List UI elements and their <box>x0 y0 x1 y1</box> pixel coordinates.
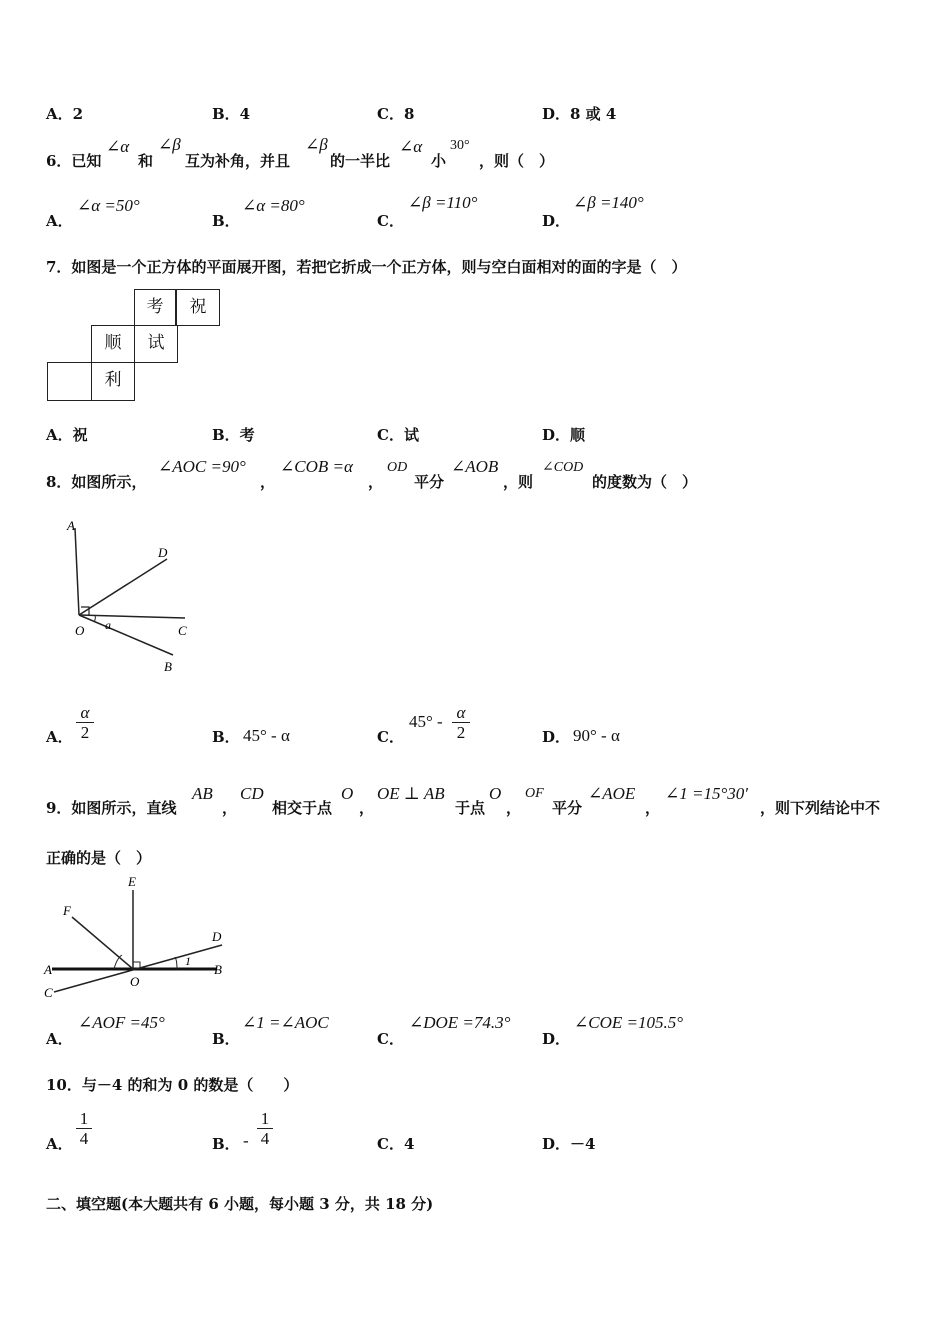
q6-option-a: ∠α =50° <box>77 196 140 215</box>
q6-option-d: ∠β =140° <box>573 193 644 212</box>
q8-number: 8．如图所示， <box>46 473 147 491</box>
q8-expr-1: ∠AOC =90° <box>158 457 246 476</box>
q9-text-4: ，则下列结论中不 <box>760 799 881 817</box>
q8-expr-3: OD <box>387 460 408 475</box>
q10-label-b: B． <box>212 1135 240 1153</box>
q7-option-b: B．考 <box>212 426 255 444</box>
ray-od <box>79 559 167 615</box>
q9-lines-figure <box>42 872 237 1007</box>
point-f-label: F <box>63 903 71 918</box>
denominator: 2 <box>456 723 466 742</box>
q10-option-c: C．4 <box>377 1135 415 1153</box>
q6-label-b: B． <box>212 212 240 230</box>
q9-sep-4: ， <box>645 799 661 817</box>
point-e-label: E <box>128 874 136 889</box>
q9-expr-aoe: ∠AOE <box>588 784 636 803</box>
q8-expr-4: ∠AOB <box>451 457 499 476</box>
q8-option-d: 90° - α <box>573 726 620 745</box>
ray-ob <box>79 615 173 655</box>
q9-expr-o: O <box>341 784 354 803</box>
q6-label-d: D． <box>542 212 571 230</box>
q6-degree-30: 30° <box>450 138 470 153</box>
numerator: α <box>456 703 466 722</box>
q10-option-d: D．－4 <box>542 1135 596 1153</box>
q7-stem: 7．如图是一个正方体的平面展开图，若把它折成一个正方体，则与空白面相对的面的字是（ ） <box>46 258 687 276</box>
q8-option-c-fraction <box>452 703 470 742</box>
q5-option-a: A．2 <box>46 105 84 123</box>
q9-expr-cd: CD <box>240 784 264 803</box>
cube-face-blank <box>47 362 92 401</box>
q10-option-b-sign: - <box>243 1131 249 1150</box>
q7-option-d: D．顺 <box>542 426 586 444</box>
q6-alpha-2: ∠α <box>399 137 423 156</box>
q8-sep-2: ， <box>368 473 384 491</box>
q8-option-a-fraction <box>76 703 94 742</box>
denominator: 4 <box>260 1129 270 1148</box>
q5-option-d: D．8 或 4 <box>542 105 617 123</box>
q9-line-2: 正确的是（ ） <box>46 849 152 867</box>
q8-label-d: D． <box>542 728 571 746</box>
q9-sep-3: ， <box>506 799 522 817</box>
point-o-label: O <box>75 623 85 638</box>
point-a-label: A <box>44 962 52 977</box>
numerator: α <box>80 703 90 722</box>
q9-label-b: B． <box>212 1030 240 1048</box>
q9-option-a: ∠AOF =45° <box>78 1013 165 1032</box>
q6-text-5: ，则（ ） <box>479 152 555 170</box>
cube-face-kao: 考 <box>134 289 176 326</box>
q6-option-c: ∠β =110° <box>408 193 478 212</box>
q8-option-c-prefix: 45° - <box>409 712 443 731</box>
q6-beta: ∠β <box>158 135 181 154</box>
cube-face-shi: 试 <box>134 325 178 363</box>
q5-option-c: C．8 <box>377 105 415 123</box>
ray-oa <box>75 528 79 615</box>
q9-sep-1: ， <box>222 799 238 817</box>
q7-option-c: C．试 <box>377 426 419 444</box>
q8-sep-1: ， <box>260 473 276 491</box>
q8-label-c: C． <box>377 728 404 746</box>
q6-text-4: 小 <box>431 152 447 170</box>
point-b-label: B <box>214 962 222 977</box>
q9-text-1: 相交于点 <box>272 799 333 817</box>
q6-number: 6．已知 <box>46 152 102 170</box>
point-o-label: O <box>130 974 140 989</box>
q6-label-c: C． <box>377 212 404 230</box>
q6-alpha: ∠α <box>106 137 130 156</box>
cube-face-shun: 顺 <box>91 325 135 363</box>
q8-expr-5: ∠COD <box>542 460 584 475</box>
q5-option-b: B．4 <box>212 105 251 123</box>
q9-label-c: C． <box>377 1030 404 1048</box>
numerator: 1 <box>79 1109 89 1128</box>
q9-expr-o-2: O <box>489 784 502 803</box>
point-d-label: D <box>158 545 168 560</box>
ray-of <box>72 917 133 969</box>
q9-text-3: 平分 <box>552 799 583 817</box>
q6-beta-2: ∠β <box>305 135 328 154</box>
numerator: 1 <box>260 1109 270 1128</box>
point-d-label: D <box>212 929 222 944</box>
q8-option-b: 45° - α <box>243 726 290 745</box>
angle-a-label: a <box>105 618 111 632</box>
point-a-label: A <box>67 518 75 533</box>
q9-expr-oe-perp-ab: OE ⊥ AB <box>377 784 445 803</box>
q9-expr-ab: AB <box>192 784 213 803</box>
q9-option-d: ∠COE =105.5° <box>574 1013 684 1032</box>
q10-option-b-fraction <box>257 1109 273 1148</box>
q6-text-2: 互为补角，并且 <box>185 152 291 170</box>
q9-expr-of: OF <box>525 786 544 801</box>
q8-angle-figure <box>55 515 205 680</box>
q6-label-a: A． <box>46 212 73 230</box>
denominator: 2 <box>80 723 90 742</box>
q8-label-a: A． <box>46 728 73 746</box>
q9-sep-2: ， <box>359 799 375 817</box>
section-2-heading: 二、填空题(本大题共有 6 小题，每小题 3 分，共 18 分) <box>46 1195 434 1213</box>
q7-option-a: A．祝 <box>46 426 88 444</box>
q9-label-a: A． <box>46 1030 73 1048</box>
point-b-label: B <box>164 659 172 674</box>
q9-number: 9．如图所示，直线 <box>46 799 177 817</box>
denominator: 4 <box>79 1129 89 1148</box>
q6-text-3: 的一半比 <box>330 152 391 170</box>
q10-option-a-fraction <box>76 1109 92 1148</box>
q9-text-2: 于点 <box>455 799 486 817</box>
q9-option-b: ∠1 =∠AOC <box>242 1013 329 1032</box>
angle-1-label: 1 <box>185 954 191 968</box>
point-c-label: C <box>178 623 187 638</box>
q6-text-1: 和 <box>138 152 154 170</box>
q8-text-2: ，则 <box>503 473 534 491</box>
q8-expr-2: ∠COB =α <box>280 457 353 476</box>
q6-option-b: ∠α =80° <box>242 196 305 215</box>
q10-label-a: A． <box>46 1135 73 1153</box>
point-c-label: C <box>44 985 53 1000</box>
q8-text-3: 的度数为（ ） <box>592 473 698 491</box>
q9-expr-angle-1: ∠1 =15°30′ <box>665 784 748 803</box>
q8-label-b: B． <box>212 728 240 746</box>
q8-text-1: 平分 <box>414 473 445 491</box>
q9-label-d: D． <box>542 1030 571 1048</box>
cube-face-li: 利 <box>91 362 135 401</box>
q9-option-c: ∠DOE =74.3° <box>409 1013 511 1032</box>
cube-face-zhu: 祝 <box>176 289 220 326</box>
q10-stem: 10．与－4 的和为 0 的数是（ ） <box>46 1076 299 1094</box>
